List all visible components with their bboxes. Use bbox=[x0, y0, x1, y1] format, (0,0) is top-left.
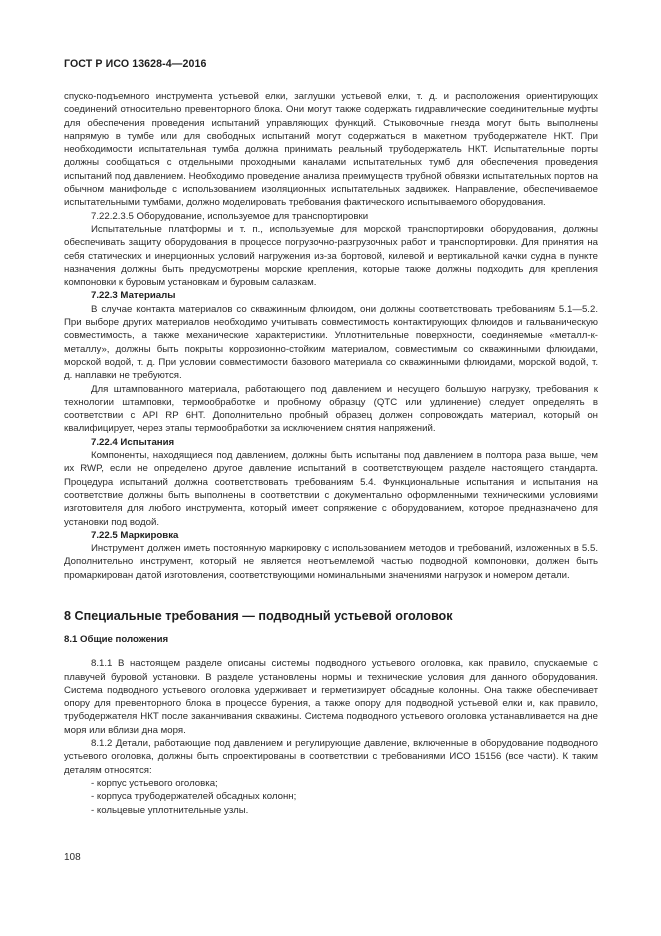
paragraph-testing: Компоненты, находящиеся под давлением, должны быть испытаны под давлением в полтора раза выше, чем их RWP, если не определено другое давление испытаний в соответствующем разделе настоящего стандарта. Процедура испытаний должна соответствовать требованиям 5.4. Функциональные испытания и испытания на соответствие должны быть выполнены в соответствии с документально оформленными техническими условиями изготовителя для любого инструмента, который имеет сопряжение с оборудованием, которое предназначено для установки под водой. bbox=[64, 450, 598, 528]
list-item: - кольцевые уплотнительные узлы. bbox=[91, 804, 249, 816]
paragraph-materials-2: Для штампованного материала, работающего под давлением и несущего большую нагрузку, требования к технологии штамповки, термообработке и пробному образцу (QTC или удлинение) следует определять в соответствии с API RP 6HT. Дополнительно пробный образец должен сопровождать материал, который он квалифицирует, через этапы термообработки за исключением снятия напряжений. bbox=[64, 383, 598, 435]
clause-7-22-2-3-5-title: 7.22.2.3.5 Оборудование, используемое для транспортировки bbox=[91, 210, 369, 222]
page-number: 108 bbox=[64, 852, 81, 863]
section-heading-7-22-3: 7.22.3 Материалы bbox=[91, 290, 176, 302]
list-item: - корпуса трубодержателей обсадных колонн; bbox=[91, 791, 297, 803]
chapter-heading-8: 8 Специальные требования — подводный устьевой оголовок bbox=[64, 608, 453, 623]
paragraph-test-stand-continuation: спуско-подъемного инструмента устьевой елки, заглушки устьевой елки, т. д. и расположения ориентирующих соединений относительно превенторного блока. Они могут также содержать гидравлические соединительные муфты для обеспечения проведения испытаний управляющих функций. Стыковочные гнезда могут быть выполнены напрямую в тумбе или для свободных испытаний могут содержаться в макетном трубодержателе НКТ. При необходимости испытательная тумба должна принимать реальный трубодержатель НКТ. Испытательные порты должны сообщаться с отдельными проходными каналами испытательных тумб для обеспечения проведения испытаний под давлением. Необходимо проведение анализа преимуществ трубной обвязки испытательных портов на обычном манифольде с использованием изоляционных испытательных задвижек. Направление, обеспечиваемое испытательными тумбами, должно моделировать требования фактического испытываемого оборудования. bbox=[64, 91, 598, 209]
document-header: ГОСТ Р ИСО 13628-4—2016 bbox=[64, 58, 207, 70]
section-heading-8-1: 8.1 Общие положения bbox=[64, 633, 169, 645]
paragraph-transport-equipment: Испытательные платформы и т. п., используемые для морской транспортировки оборудования, должны обеспечивать защиту оборудования в процессе погрузочно-разгрузочных работ и транспортировки. Для принятия на себя статических и инерционных условий нагружения из-за бортовой, килевой и вертикальной качки судна в пункте назначения должны быть предусмотрены морские крепления, которые также должны подходить для крепления компоновки к буровым установкам и буровым салазкам. bbox=[64, 223, 598, 289]
paragraph-8-1-1: 8.1.1 В настоящем разделе описаны системы подводного устьевого оголовка, как правило, спускаемые с плавучей буровой установки. В разделе установлены нормы и технические условия для данного оборудования. Система подводного устьевого оголовка удерживает и герметизирует обсадные колонны. Она также обеспечивает опору для превенторного блока в процессе бурения, а также опору для подводной устьевой елки и, как правило, трубодержателя НКТ после заканчивания скважины. Система подводного устьевого оголовка устанавливается на дне моря или вблизи дна моря. bbox=[64, 658, 598, 736]
section-heading-7-22-4: 7.22.4 Испытания bbox=[91, 436, 175, 448]
paragraph-8-1-2: 8.1.2 Детали, работающие под давлением и регулирующие давление, включенные в оборудование подводного устьевого оголовка, должны быть спроектированы в соответствии с требованиями ИСО 15156 (все части). К таким деталям относятся: bbox=[64, 738, 598, 776]
section-heading-7-22-5: 7.22.5 Маркировка bbox=[91, 529, 179, 541]
paragraph-materials-1: В случае контакта материалов со скважинным флюидом, они должны соответствовать требованиям 5.1—5.2. При выборе других материалов необходимо учитывать совместимость контактирующих флюидов и гальваническую совместимость, а также механические характеристики. Уплотнительные поверхности, соединяемые «металл-к-металлу», должны быть покрыты коррозионно-стойким материалом, совместимым со скважинными флюидами, морской водой, т. д. При условии совместимости базового материала со скважинными флюидами, морской водой, т. д. наплавки не требуются. bbox=[64, 303, 598, 382]
document-page bbox=[64, 58, 598, 817]
list-item: - корпус устьевого оголовка; bbox=[91, 777, 218, 789]
paragraph-marking: Инструмент должен иметь постоянную маркировку с использованием методов и требований, изложенных в 5.5. Дополнительно инструмент, который не является неотъемлемой частью подводной компоновки, должен быть промаркирован датой изготовления, соответствующими номинальными значениями нагрузок и номером детали. bbox=[64, 543, 598, 581]
